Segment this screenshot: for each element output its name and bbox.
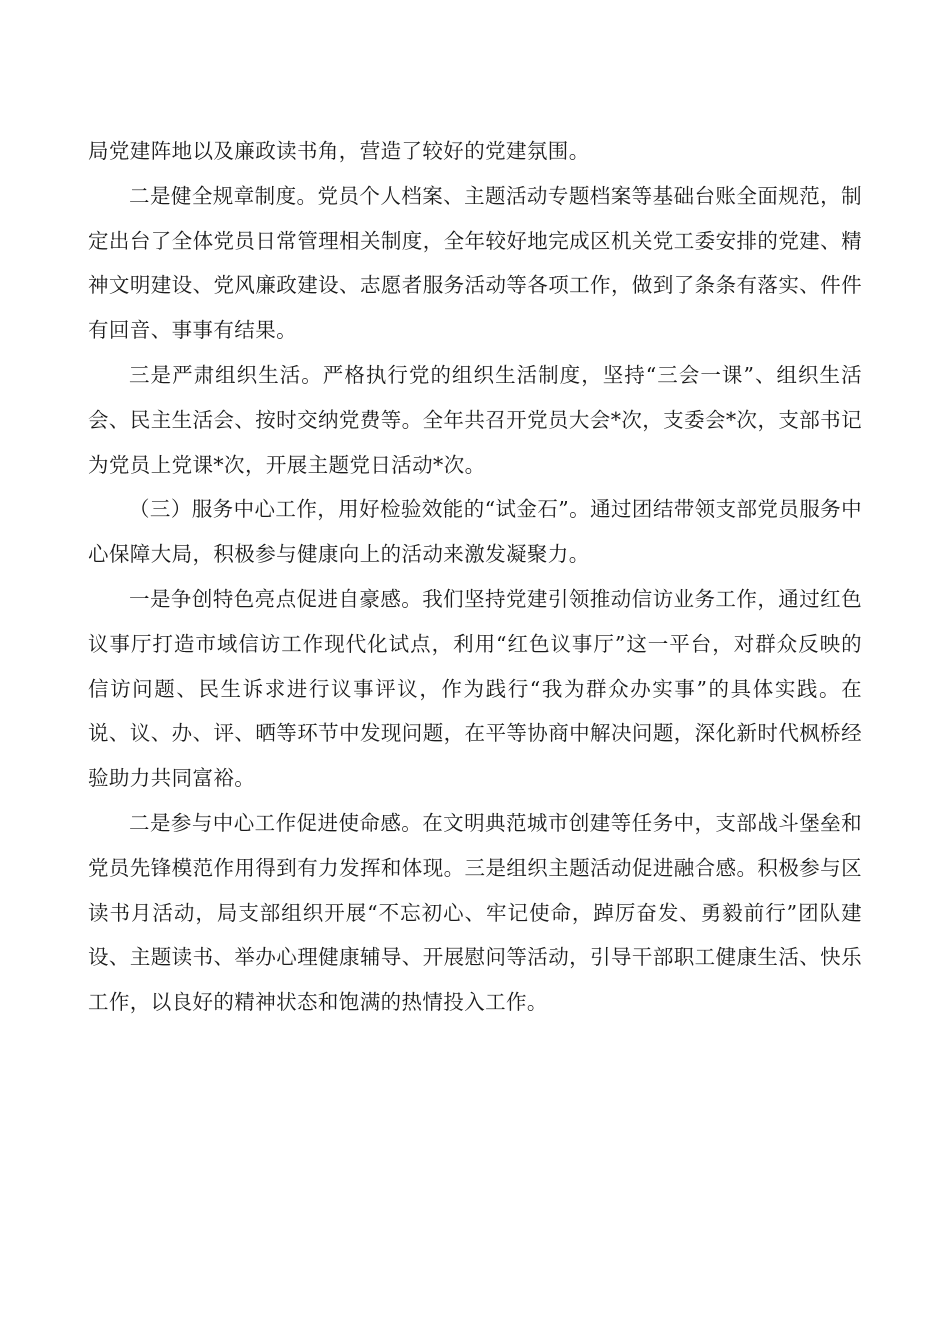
paragraph-5: 一是争创特色亮点促进自豪感。我们坚持党建引领推动信访业务工作，通过红色议事厅打造市域信访工作现代化试点，利用“红色议事厅”这一平台，对群众反映的信访问题、民生诉求进行议事评议，作为践行“我为群众办实事”的具体实践。在说、议、办、评、晒等环节中发现问题，在平等协商中解决问题，深化新时代枫桥经验助力共同富裕。 [88, 586, 862, 791]
paragraph-6: 二是参与中心工作促进使命感。在文明典范城市创建等任务中，支部战斗堡垒和党员先锋模范作用得到有力发挥和体现。三是组织主题活动促进融合感。积极参与区读书月活动，局支部组织开展“不忘初心、牢记使命，踔厉奋发、勇毅前行”团队建设、主题读书、举办心理健康辅导、开展慰问等活动，引导干部职工健康生活、快乐工作，以良好的精神状态和饱满的热情投入工作。 [88, 810, 862, 1015]
paragraph-3: 三是严肃组织生活。严格执行党的组织生活制度，坚持“三会一课”、组织生活会、民主生活会、按时交纳党费等。全年共召开党员大会*次，支委会*次，支部书记为党员上党课*次，开展主题党日活动*次。 [88, 362, 862, 477]
document-body [88, 129, 862, 1025]
paragraph-2: 二是健全规章制度。党员个人档案、主题活动专题档案等基础台账全面规范，制定出台了全体党员日常管理相关制度，全年较好地完成区机关党工委安排的党建、精神文明建设、党风廉政建设、志愿者服务活动等各项工作，做到了条条有落实、件件有回音、事事有结果。 [88, 183, 862, 343]
paragraph-1: 局党建阵地以及廉政读书角，营造了较好的党建氛围。 [88, 139, 590, 163]
paragraph-4: （三）服务中心工作，用好检验效能的“试金石”。通过团结带领支部党员服务中心保障大局，积极参与健康向上的活动来激发凝聚力。 [88, 497, 862, 567]
